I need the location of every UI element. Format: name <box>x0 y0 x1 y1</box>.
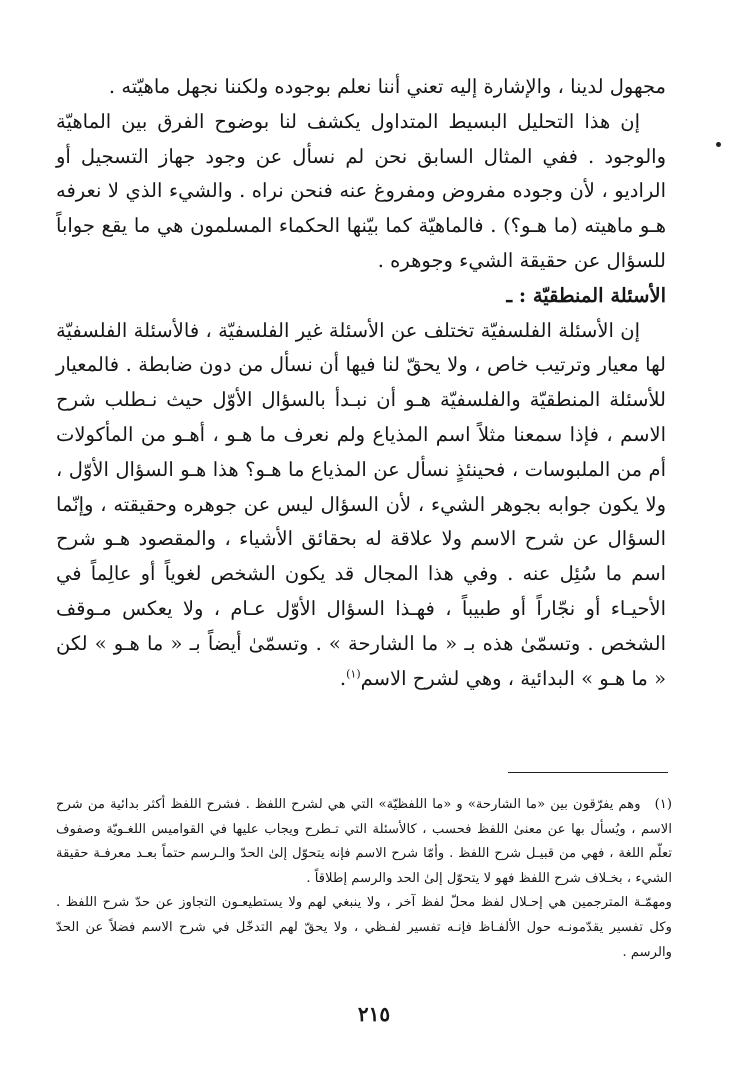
page-number: ٢١٥ <box>357 1002 391 1026</box>
footnotes <box>56 793 672 965</box>
main-text <box>56 70 666 696</box>
paragraph-continuation: مجهول لدينا ، والإشارة إليه تعني أننا نعلم بوجوده ولكننا نجهل ماهيّته . <box>108 75 666 98</box>
paragraph-end-punctuation: . <box>339 666 347 690</box>
paragraph-logical-questions-text: إن الأسئلة الفلسفيّة تختلف عن الأسئلة غير الفلسفيّة ، فالأسئلة الفلسفيّة لها معيار وترتيب خاص ، ولا يحقّ لنا فيها أن نسأل من دون ضابطة . فالمعيار للأسئلة المنطقيّة والفلسفيّة هـو أن نبـدأ بالسؤال الأوّل حيث نـطلب شرح الاسم ، فإذا سمعنا مثلاً اسم المذياع ولم نعرف ما هـو ، أهـو من المأكولات أم من الملبوسات ، فحينئذٍ نسأل عن المذياع ما هـو؟ هذا هـو السؤال الأوّل ، ولا يكون جوابه بجوهر الشيء ، لأن السؤال ليس عن جوهره وحقيقته ، وإنّما السؤال عن شرح الاسم ولا علاقة له بحقائق الأشياء ، والمقصود هـو شرح اسم ما سُئِل عنه . وفي هذا المجال قد يكون الشخص لغوياً أو عالِماً في الأحيـاء أو نجّاراً أو طبيباً ، فهـذا السؤال الأوّل عـام ، ولا يعكس مـوقف الشخص . وتسمّىٰ هذه بـ « ما الشارحة » . وتسمّىٰ أيضاً بـ « ما هـو » لكن « ما هـو » البدائية ، وهي لشرح الاسم <box>56 318 666 690</box>
footnote-1-text: وهم يفرّقون بين «ما الشارحة» و «ما اللفظيّة» التي هي لشرح اللفظ . فشرح اللفظ أكثر بدائية من شرح الاسم ، ويُسأل بها عن معنىٰ اللفظ فحسب ، كالأسئلة التي تـطرح ويجاب عليها في القواميس اللغـويّة وصفوف تعلّم اللغة ، فهي من قبيـل شرح اللفظ . وأمّا شرح الاسم فإنه يتحوّل إلىٰ الحدّ والـرسم حتماً بعـد معرفـة حقيقة الشيء ، بخـلاف شرح اللفظ فهو لا يتحوّل إلىٰ الحد والرسم إطلاقاً . <box>56 797 672 886</box>
paragraph-logical-questions <box>56 314 666 697</box>
margin-dot <box>716 142 721 147</box>
section-heading: الأسئلة المنطقيّة : ـ <box>506 283 666 307</box>
footnote-1 <box>56 793 672 891</box>
footnote-separator <box>508 772 668 773</box>
footnote-number: (١) <box>654 797 672 812</box>
footnote-reference[interactable]: (١) <box>346 667 361 681</box>
paragraph-essence-existence: إن هذا التحليل البسيط المتداول يكشف لنا بوضوح الفرق بين الماهيّة والوجود . ففي المثال السابق نحن لم نسأل عن وجود جهاز التسجيل أو الراديو ، لأن وجوده مفروض ومفروغ عنه فنحن نراه . والشيء الذي لا نعرفه هـو ماهيته (ما هـو؟) . فالماهيّة كما بيّنها الحكماء المسلمون هي ما يقع جواباً للسؤال عن حقيقة الشيء وجوهره . <box>56 109 666 272</box>
footnote-1-continuation: ومهمّـة المترجمين هي إحـلال لفظ محلّ لفظ آخر ، ولا ينبغي لهم ولا يستطيعـون التجاوز عن حدّ شرح اللفظ . وكل تفسير يقدّمونـه حول الألفـاظ فإنـه تفسير لفـظي ، ولا يحقّ لهم التدخّل في شرح الاسم فضلاً عن الحدّ والرسم . <box>56 895 672 960</box>
